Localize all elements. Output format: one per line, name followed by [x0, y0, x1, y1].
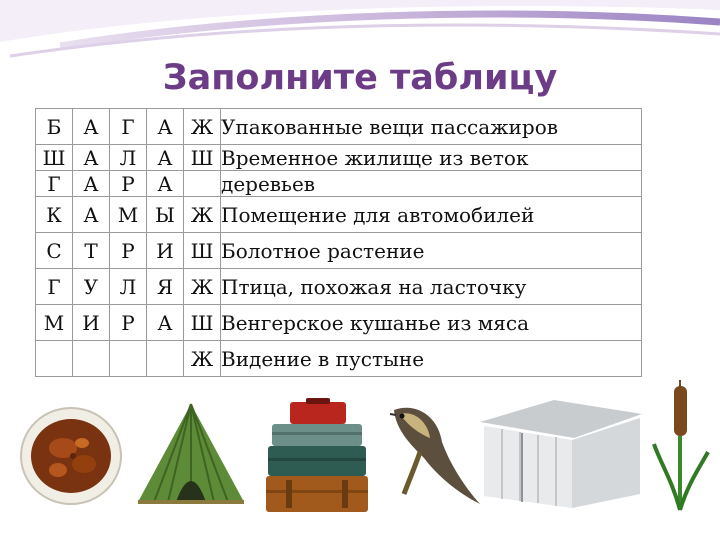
- answer-mark-cell: Ж: [184, 269, 221, 305]
- letter-cell: М: [36, 305, 73, 341]
- grid-row: [36, 171, 642, 197]
- luggage-image: [262, 398, 372, 516]
- letter-cell: Б: [36, 109, 73, 145]
- letter-cell: Г: [36, 269, 73, 305]
- letter-cell: А: [73, 197, 110, 233]
- letter-cell: Р: [110, 233, 147, 269]
- letter-cell: Ы: [147, 197, 184, 233]
- clue-cell: Видение в пустыне: [221, 341, 642, 377]
- letter-cell: А: [73, 145, 110, 171]
- answer-mark-cell: [184, 171, 221, 197]
- letter-cell: Л: [110, 269, 147, 305]
- letter-cell: Ш: [36, 145, 73, 171]
- letter-cell: [110, 341, 147, 377]
- letter-cell: Я: [147, 269, 184, 305]
- grid-row: [36, 145, 642, 171]
- letter-cell: У: [73, 269, 110, 305]
- letter-cell: [73, 341, 110, 377]
- clue-cell: Упакованные вещи пассажиров: [221, 109, 642, 145]
- grid-row: [36, 233, 642, 269]
- letter-cell: А: [147, 145, 184, 171]
- hut-image: [132, 398, 250, 510]
- page-title: Заполните таблицу: [162, 58, 558, 98]
- clue-cell: Помещение для автомобилей: [221, 197, 642, 233]
- letter-cell: [147, 341, 184, 377]
- letter-cell: Р: [110, 171, 147, 197]
- letter-cell: Г: [110, 109, 147, 145]
- cattail-image: [652, 380, 710, 512]
- grid-row: [36, 341, 642, 377]
- letter-cell: [36, 341, 73, 377]
- answer-mark-cell: Ш: [184, 305, 221, 341]
- puzzle-table: [35, 108, 642, 377]
- clue-cell: Болотное растение: [221, 233, 642, 269]
- goulash-bowl-image: [18, 398, 124, 508]
- letter-cell: А: [147, 109, 184, 145]
- letter-cell: К: [36, 197, 73, 233]
- grid-row: [36, 305, 642, 341]
- grid-row: [36, 109, 642, 145]
- clue-cell: Птица, похожая на ласточку: [221, 269, 642, 305]
- letter-cell: М: [110, 197, 147, 233]
- answer-mark-cell: Ж: [184, 197, 221, 233]
- letter-cell: Г: [36, 171, 73, 197]
- clue-cell: деревьев: [221, 171, 642, 197]
- letter-cell: А: [147, 171, 184, 197]
- letter-cell: Т: [73, 233, 110, 269]
- letter-cell: А: [73, 109, 110, 145]
- letter-cell: С: [36, 233, 73, 269]
- letter-cell: И: [147, 233, 184, 269]
- letter-cell: И: [73, 305, 110, 341]
- answer-mark-cell: Ш: [184, 233, 221, 269]
- grid-row: [36, 269, 642, 305]
- grid-row: [36, 197, 642, 233]
- letter-cell: Л: [110, 145, 147, 171]
- clue-cell: Венгерское кушанье из мяса: [221, 305, 642, 341]
- letter-cell: Р: [110, 305, 147, 341]
- garage-image: [478, 400, 646, 512]
- letter-cell: А: [147, 305, 184, 341]
- letter-cell: А: [73, 171, 110, 197]
- answer-mark-cell: Ж: [184, 109, 221, 145]
- clue-cell: Временное жилище из веток: [221, 145, 642, 171]
- answer-mark-cell: Ж: [184, 341, 221, 377]
- swift-bird-image: [380, 400, 484, 512]
- answer-mark-cell: Ш: [184, 145, 221, 171]
